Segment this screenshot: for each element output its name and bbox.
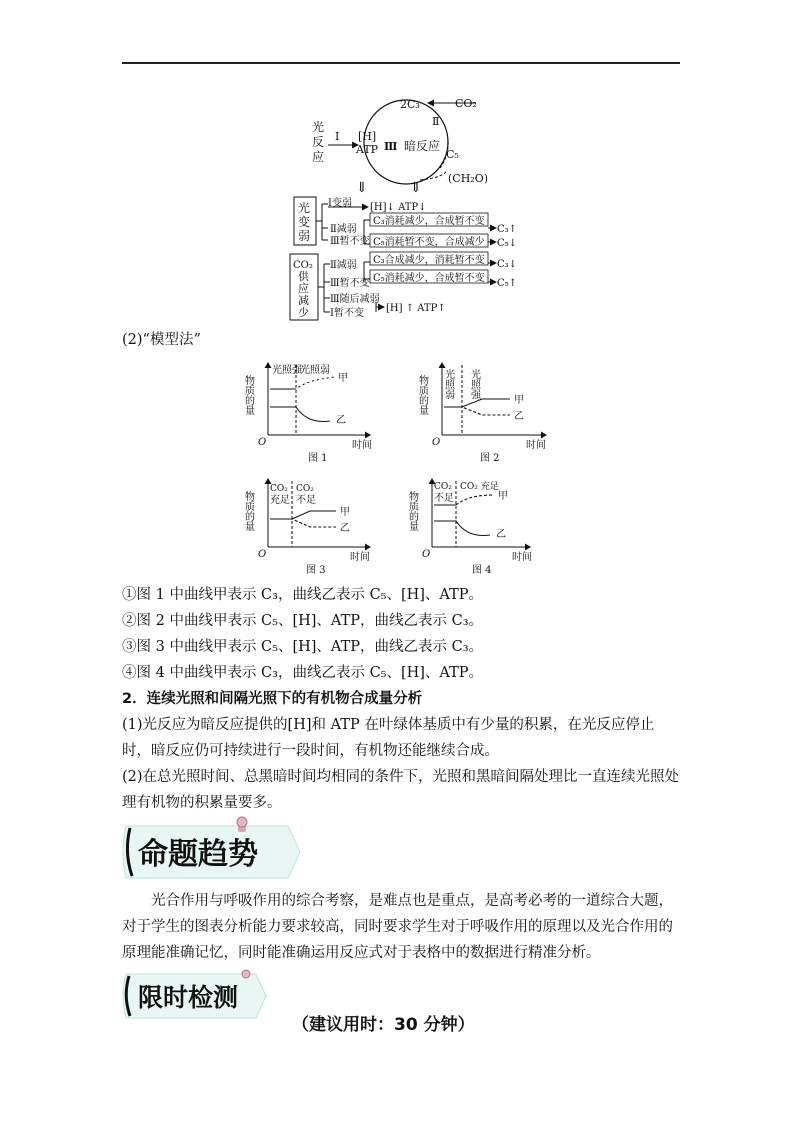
co2-box-4: 减: [298, 294, 309, 307]
co-i: Ⅰ暂不变: [330, 308, 364, 319]
node-2c3: 2C₃: [400, 98, 420, 111]
graph3-right-2: 不足: [296, 495, 316, 506]
co-out2: C₅↑: [497, 278, 518, 289]
co-out1: C₃↓: [497, 259, 518, 270]
graph1-bottom-curve: 乙: [336, 415, 346, 426]
co2-box-1: CO₂: [293, 260, 313, 271]
model-graphs: [0, 355, 800, 595]
banner-quiz-title: 限时检测: [138, 983, 239, 1012]
section2-p2: (2)在总光照时间、总黑暗时间均相同的条件下，光照和黑暗间隔处理比一直连续光照处理有机物的积累量要多。: [122, 769, 680, 811]
graph-4: [407, 479, 533, 576]
statement-1: ①图 1 中曲线甲表示 C₃，曲线乙表示 C₅、[H]、ATP。: [122, 587, 484, 603]
graph4-top-curve: 甲: [498, 491, 508, 502]
graph4-right-1: CO₂ 充足: [460, 482, 499, 492]
h-label: [H]: [358, 130, 377, 143]
graph3-right-1: CO₂: [296, 484, 314, 494]
trend-paragraph: 光合作用与呼吸作用的综合考察，是难点也是重点，是高考必考的一道综合大题，对于学生的图表分析能力要求较高，同时要求学生对于呼吸作用的原理以及光合作用的原理能准确记忆，同时能准确运用反应式对于表格中的数据进行精准分析。: [122, 893, 673, 961]
light-reaction-1: 光: [312, 120, 325, 134]
graph2-origin: O: [432, 437, 441, 448]
graph4-bottom-curve: 乙: [496, 529, 506, 540]
dark-reaction-label: 暗反应: [404, 139, 441, 153]
lw-iii-result: C₅消耗暂不变，合成减少: [373, 237, 485, 248]
co-ii: Ⅱ减弱: [330, 260, 357, 271]
section2-title: 2．连续光照和间隔光照下的有机物合成量分析: [122, 691, 423, 707]
banner-trend: [118, 816, 318, 886]
co2-box-3: 应: [298, 282, 309, 295]
co-iii: Ⅲ暂不变: [330, 278, 370, 289]
graph3-left-1: CO₂: [270, 484, 288, 494]
time-hint: （建议用时：30 分钟）: [292, 1015, 475, 1035]
lw-ii-result: C₃消耗减少，合成暂不变: [373, 216, 485, 227]
graph2-top-curve: 甲: [514, 395, 524, 406]
atp-label: ATP: [356, 143, 379, 156]
photosynthesis-diagram: [0, 0, 800, 330]
co2-box-5: 少: [298, 306, 309, 319]
graph3-ylabel: 物质的量: [242, 491, 254, 531]
graph2-bottom-curve: 乙: [514, 411, 524, 422]
graph4-ylabel: 物质的量: [406, 491, 418, 531]
banner-quiz: [118, 966, 278, 1026]
model-heading: (2)“模型法”: [122, 332, 201, 348]
down-arrow-right: ⇓: [410, 180, 422, 196]
graph1-origin: O: [258, 437, 267, 448]
co-iii2: Ⅲ随后减弱: [330, 294, 380, 305]
label-iii: Ⅲ: [384, 140, 398, 153]
graph-1: [243, 363, 373, 464]
label-i: Ⅰ: [335, 130, 340, 143]
graph4-xlabel: 时间: [512, 552, 532, 563]
node-ch2o: (CH₂O): [448, 172, 489, 185]
lw-i: Ⅰ变弱: [328, 198, 352, 209]
lw-i-result: [H]↓ ATP↓: [370, 202, 427, 213]
graph1-left: 光照强: [272, 365, 302, 376]
label-ii: Ⅱ: [432, 115, 440, 128]
graph3-left-2: 充足: [270, 495, 290, 506]
graph4-left-2: 不足: [434, 493, 454, 504]
graph1-top-curve: 甲: [338, 373, 348, 384]
pin-icon: [237, 817, 247, 827]
co-ii-result: C₃合成减少，消耗暂不变: [373, 255, 485, 266]
section2-p1: (1)光反应为暗反应提供的[H]和 ATP 在叶绿体基质中有少量的积累，在光反应停止时，暗反应仍可持续进行一段时间，有机物还能继续合成。: [122, 717, 655, 759]
pin-icon-2: [242, 970, 250, 978]
graph3-xlabel: 时间: [350, 552, 370, 563]
light-weak-2: 变: [298, 215, 311, 229]
statement-3: ③图 3 中曲线甲表示 C₅、[H]、ATP，曲线乙表示 C₃。: [122, 639, 484, 655]
graph4-left-1: CO₂: [434, 482, 452, 492]
graph2-ylabel: 物质的量: [416, 375, 428, 415]
graph2-xlabel: 时间: [526, 440, 546, 451]
co2-box-2: 供: [298, 270, 309, 283]
light-weak-3: 弱: [298, 229, 311, 243]
node-c5: C₅: [446, 148, 459, 161]
light-reaction-2: 反: [312, 135, 325, 149]
graph2-right: 光照强: [468, 369, 480, 399]
graph-2: [417, 363, 547, 464]
graph2-left: 光照弱: [442, 369, 454, 399]
co-i-result: [H] ↑ ATP↑: [386, 303, 446, 314]
node-co2: CO₂: [455, 97, 477, 110]
lw-out2: C₅↓: [497, 238, 518, 249]
graph3-bottom-curve: 乙: [340, 523, 350, 534]
lw-ii: Ⅱ减弱: [330, 224, 357, 235]
graph3-caption: 图 3: [306, 565, 326, 576]
graph1-caption: 图 1: [308, 453, 328, 464]
light-reaction-3: 应: [312, 150, 325, 164]
graph3-origin: O: [258, 549, 267, 560]
lw-out1: C₃↑: [497, 224, 518, 235]
graph1-ylabel: 物质的量: [242, 375, 254, 415]
light-weak-1: 光: [298, 201, 311, 215]
statement-4: ④图 4 中曲线甲表示 C₃，曲线乙表示 C₅、[H]、ATP。: [122, 665, 484, 681]
graph1-xlabel: 时间: [352, 440, 372, 451]
down-arrow-left: ⇓: [356, 180, 368, 196]
lw-iii: Ⅲ暂不变: [330, 236, 370, 247]
statement-2: ②图 2 中曲线甲表示 C₅、[H]、ATP，曲线乙表示 C₃。: [122, 613, 484, 629]
graph-3: [243, 479, 371, 576]
graph4-origin: O: [422, 549, 431, 560]
banner-trend-title: 命题趋势: [138, 837, 258, 872]
co-iii-result: C₅消耗减少，合成暂不变: [373, 273, 485, 284]
graph2-caption: 图 2: [480, 453, 500, 464]
graph3-top-curve: 甲: [340, 507, 350, 518]
graph4-caption: 图 4: [472, 565, 492, 576]
graph1-right: 光照弱: [300, 365, 330, 376]
